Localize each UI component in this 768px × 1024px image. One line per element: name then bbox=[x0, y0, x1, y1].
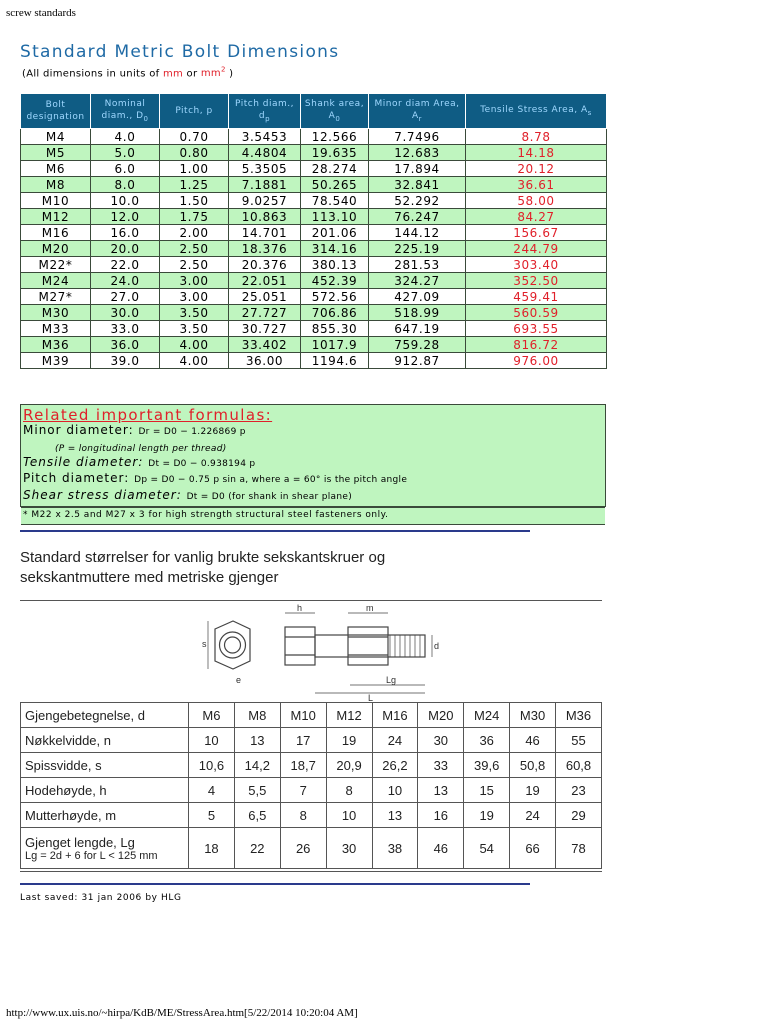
table-cell: 33.0 bbox=[91, 321, 160, 337]
table-row bbox=[21, 321, 607, 337]
table-cell: 14.701 bbox=[229, 225, 301, 241]
table-cell: 32.841 bbox=[369, 177, 466, 193]
table-cell: 13 bbox=[418, 778, 464, 803]
table-cell: 459.41 bbox=[466, 289, 607, 305]
table-cell: 19.635 bbox=[301, 145, 369, 161]
column-header: Nominal diam., $D_0$ bbox=[91, 94, 160, 129]
table-cell: 30 bbox=[326, 828, 372, 869]
table-row bbox=[21, 161, 607, 177]
table-cell: 10.0 bbox=[91, 193, 160, 209]
table-cell: 24 bbox=[372, 728, 418, 753]
table-cell: 8 bbox=[326, 778, 372, 803]
table-cell: 156.67 bbox=[466, 225, 607, 241]
table-row bbox=[21, 241, 607, 257]
table-cell: 144.12 bbox=[369, 225, 466, 241]
table-cell: 46 bbox=[510, 728, 556, 753]
table-cell: 39.0 bbox=[91, 353, 160, 369]
table-header-row bbox=[21, 94, 607, 129]
table-cell: 38 bbox=[372, 828, 418, 869]
bolt-designation-cell: M10 bbox=[21, 193, 91, 209]
divider bbox=[20, 530, 530, 532]
bolt-designation-cell: M12 bbox=[21, 209, 91, 225]
units-note bbox=[22, 66, 233, 79]
table-cell: 3.50 bbox=[160, 321, 229, 337]
table-cell: 912.87 bbox=[369, 353, 466, 369]
table-row bbox=[21, 305, 607, 321]
units-or: or bbox=[183, 68, 201, 80]
bolt-designation-cell: M6 bbox=[21, 161, 91, 177]
table-cell: 30.727 bbox=[229, 321, 301, 337]
table-row bbox=[21, 728, 602, 753]
table-cell: 5.0 bbox=[91, 145, 160, 161]
table-cell: 647.19 bbox=[369, 321, 466, 337]
table-cell: 572.56 bbox=[301, 289, 369, 305]
table-cell: 16.0 bbox=[91, 225, 160, 241]
table-cell: 19 bbox=[464, 803, 510, 828]
units-suffix: ) bbox=[225, 68, 234, 80]
column-header: M30 bbox=[510, 703, 556, 728]
table-cell: 518.99 bbox=[369, 305, 466, 321]
table-cell: 7.7496 bbox=[369, 129, 466, 145]
table-cell: 2.50 bbox=[160, 257, 229, 273]
table-cell: 201.06 bbox=[301, 225, 369, 241]
bolt-designation-cell: M39 bbox=[21, 353, 91, 369]
table-cell: 50.265 bbox=[301, 177, 369, 193]
hex-bolt-nut-icon bbox=[190, 601, 440, 703]
table-cell: 3.5453 bbox=[229, 129, 301, 145]
table-cell: 36.00 bbox=[229, 353, 301, 369]
table-cell: 78.540 bbox=[301, 193, 369, 209]
table-cell: 50,8 bbox=[510, 753, 556, 778]
table-cell: 52.292 bbox=[369, 193, 466, 209]
table-cell: 10 bbox=[189, 728, 235, 753]
row-label: Spissvidde, s bbox=[21, 753, 189, 778]
column-header: Shank area, $A_0$ bbox=[301, 94, 369, 129]
table-cell: 1.25 bbox=[160, 177, 229, 193]
table-cell: 13 bbox=[234, 728, 280, 753]
bolt-designation-cell: M30 bbox=[21, 305, 91, 321]
table-cell: 4.00 bbox=[160, 337, 229, 353]
table-cell: 5 bbox=[189, 803, 235, 828]
column-header: M36 bbox=[556, 703, 602, 728]
footnote-bar bbox=[21, 507, 605, 525]
table-row bbox=[21, 778, 602, 803]
table-cell: 20.0 bbox=[91, 241, 160, 257]
table-cell: 22.0 bbox=[91, 257, 160, 273]
svg-text:h: h bbox=[297, 603, 303, 613]
table-cell: 30 bbox=[418, 728, 464, 753]
bolt-designation-cell: M33 bbox=[21, 321, 91, 337]
table-cell: 29 bbox=[556, 803, 602, 828]
table-cell: 113.10 bbox=[301, 209, 369, 225]
table-cell: 0.70 bbox=[160, 129, 229, 145]
svg-text:L: L bbox=[368, 693, 374, 703]
table-cell: 66 bbox=[510, 828, 556, 869]
table-cell: 18 bbox=[189, 828, 235, 869]
table-cell: 2.50 bbox=[160, 241, 229, 257]
table-row bbox=[21, 177, 607, 193]
table-cell: 20.12 bbox=[466, 161, 607, 177]
table-row bbox=[21, 129, 607, 145]
table-cell: 1.50 bbox=[160, 193, 229, 209]
row-label: Mutterhøyde, m bbox=[21, 803, 189, 828]
svg-text:m: m bbox=[366, 603, 374, 613]
table-cell: 33 bbox=[418, 753, 464, 778]
table-cell: 22 bbox=[234, 828, 280, 869]
row-label: Hodehøyde, h bbox=[21, 778, 189, 803]
table-cell: 12.566 bbox=[301, 129, 369, 145]
table-cell: 22.051 bbox=[229, 273, 301, 289]
pitch-diameter-formula: Pitch diameter: Dp = D0 − 0.75 p sin a, where a = 60° is the pitch angle bbox=[23, 471, 408, 485]
table-row bbox=[21, 145, 607, 161]
table-row bbox=[21, 209, 607, 225]
table-cell: 46 bbox=[418, 828, 464, 869]
table-row bbox=[21, 353, 607, 369]
table-cell: 24 bbox=[510, 803, 556, 828]
table-cell: 759.28 bbox=[369, 337, 466, 353]
table-cell: 36.0 bbox=[91, 337, 160, 353]
table-header-row bbox=[21, 703, 602, 728]
table-cell: 706.86 bbox=[301, 305, 369, 321]
table-cell: 26 bbox=[280, 828, 326, 869]
table-cell: 303.40 bbox=[466, 257, 607, 273]
table-cell: 10.863 bbox=[229, 209, 301, 225]
table-cell: 1017.9 bbox=[301, 337, 369, 353]
tensile-diameter-formula: Tensile diameter: Dt = D0 − 0.938194 p bbox=[23, 455, 256, 469]
table-cell: 60,8 bbox=[556, 753, 602, 778]
bolt-designation-cell: M20 bbox=[21, 241, 91, 257]
table-cell: 23 bbox=[556, 778, 602, 803]
table-cell: 816.72 bbox=[466, 337, 607, 353]
table-cell: 6.0 bbox=[91, 161, 160, 177]
table-cell: 4.4804 bbox=[229, 145, 301, 161]
table-cell: 10,6 bbox=[189, 753, 235, 778]
table-cell: 17 bbox=[280, 728, 326, 753]
table-cell: 14,2 bbox=[234, 753, 280, 778]
table-cell: 1.75 bbox=[160, 209, 229, 225]
table-cell: 3.50 bbox=[160, 305, 229, 321]
table-cell: 8.78 bbox=[466, 129, 607, 145]
table-cell: 352.50 bbox=[466, 273, 607, 289]
table-cell: 33.402 bbox=[229, 337, 301, 353]
svg-text:d: d bbox=[434, 641, 440, 651]
table-cell: 1194.6 bbox=[301, 353, 369, 369]
table-cell: 15 bbox=[464, 778, 510, 803]
table-cell: 12.683 bbox=[369, 145, 466, 161]
table-cell: 12.0 bbox=[91, 209, 160, 225]
column-header: Pitch, p bbox=[160, 94, 229, 129]
column-header: M24 bbox=[464, 703, 510, 728]
svg-text:Lg: Lg bbox=[386, 675, 397, 685]
table-cell: 13 bbox=[372, 803, 418, 828]
table-cell: 20,9 bbox=[326, 753, 372, 778]
table-cell: 36.61 bbox=[466, 177, 607, 193]
table-cell: 5.3505 bbox=[229, 161, 301, 177]
table-cell: 2.00 bbox=[160, 225, 229, 241]
svg-text:e: e bbox=[236, 675, 242, 685]
table-cell: 30.0 bbox=[91, 305, 160, 321]
table-cell: 324.27 bbox=[369, 273, 466, 289]
table-cell: 16 bbox=[418, 803, 464, 828]
table-row bbox=[21, 257, 607, 273]
table-cell: 281.53 bbox=[369, 257, 466, 273]
table-cell: 1.00 bbox=[160, 161, 229, 177]
column-header: Pitch diam., $d_p$ bbox=[229, 94, 301, 129]
table-cell: 452.39 bbox=[301, 273, 369, 289]
last-saved-note: Last saved: 31 jan 2006 by HLG bbox=[20, 893, 182, 903]
table-cell: 8.0 bbox=[91, 177, 160, 193]
table-row bbox=[21, 273, 607, 289]
table-row bbox=[21, 753, 602, 778]
pitch-note: (P = longitudinal length per thread) bbox=[55, 444, 227, 454]
table-cell: 19 bbox=[326, 728, 372, 753]
bolt-designation-cell: M5 bbox=[21, 145, 91, 161]
bolt-designation-cell: M8 bbox=[21, 177, 91, 193]
table-row bbox=[21, 803, 602, 828]
table-cell: 3.00 bbox=[160, 289, 229, 305]
table-row bbox=[21, 337, 607, 353]
table-cell: 58.00 bbox=[466, 193, 607, 209]
table-cell: 380.13 bbox=[301, 257, 369, 273]
table-cell: 27.727 bbox=[229, 305, 301, 321]
table-cell: 976.00 bbox=[466, 353, 607, 369]
table-cell: 19 bbox=[510, 778, 556, 803]
table-row bbox=[21, 828, 602, 869]
table-cell: 18.376 bbox=[229, 241, 301, 257]
table-cell: 25.051 bbox=[229, 289, 301, 305]
bolt-dimensions-table bbox=[20, 93, 607, 369]
table-cell: 560.59 bbox=[466, 305, 607, 321]
table-cell: 20.376 bbox=[229, 257, 301, 273]
unit-mm: mm bbox=[162, 68, 184, 80]
table-cell: 9.0257 bbox=[229, 193, 301, 209]
table-cell: 26,2 bbox=[372, 753, 418, 778]
divider bbox=[20, 883, 530, 885]
table-cell: 3.00 bbox=[160, 273, 229, 289]
table-cell: 14.18 bbox=[466, 145, 607, 161]
footnote-text: * M22 x 2.5 and M27 x 3 for high strength structural steel fasteners only. bbox=[23, 510, 389, 520]
table-cell: 24.0 bbox=[91, 273, 160, 289]
table-cell: 78 bbox=[556, 828, 602, 869]
column-header: M12 bbox=[326, 703, 372, 728]
formulas-title: Related important formulas: bbox=[23, 406, 273, 424]
bolt-designation-cell: M36 bbox=[21, 337, 91, 353]
formulas-box bbox=[20, 404, 606, 520]
table-cell: 54 bbox=[464, 828, 510, 869]
column-header: Bolt designation bbox=[21, 94, 91, 129]
document-title: screw standards bbox=[6, 7, 76, 19]
table-cell: 36 bbox=[464, 728, 510, 753]
table-cell: 4.00 bbox=[160, 353, 229, 369]
table-cell: 7 bbox=[280, 778, 326, 803]
table-cell: 8 bbox=[280, 803, 326, 828]
row-label: Nøkkelvidde, n bbox=[21, 728, 189, 753]
table-cell: 427.09 bbox=[369, 289, 466, 305]
row-label: Gjenget lengde, Lg Lg = 2d + 6 for L < 125 mm bbox=[21, 828, 189, 869]
table-row bbox=[21, 193, 607, 209]
table-cell: 314.16 bbox=[301, 241, 369, 257]
table-cell: 10 bbox=[372, 778, 418, 803]
column-header: M10 bbox=[280, 703, 326, 728]
bolt-designation-cell: M24 bbox=[21, 273, 91, 289]
table-cell: 5,5 bbox=[234, 778, 280, 803]
bolt-designation-cell: M27* bbox=[21, 289, 91, 305]
bolt-designation-cell: M4 bbox=[21, 129, 91, 145]
table-row bbox=[21, 225, 607, 241]
unit-mm2: $mm^2$ bbox=[200, 66, 226, 80]
column-header: M16 bbox=[372, 703, 418, 728]
bolt-designation-cell: M16 bbox=[21, 225, 91, 241]
column-header: Minor diam Area, $A_r$ bbox=[369, 94, 466, 129]
table-cell: 76.247 bbox=[369, 209, 466, 225]
table-cell: 693.55 bbox=[466, 321, 607, 337]
table-row bbox=[21, 289, 607, 305]
table-cell: 7.1881 bbox=[229, 177, 301, 193]
table-cell: 0.80 bbox=[160, 145, 229, 161]
table-cell: 244.79 bbox=[466, 241, 607, 257]
column-header: M6 bbox=[189, 703, 235, 728]
table-cell: 855.30 bbox=[301, 321, 369, 337]
svg-text:s: s bbox=[202, 639, 207, 649]
table-cell: 84.27 bbox=[466, 209, 607, 225]
table-cell: 55 bbox=[556, 728, 602, 753]
norwegian-heading: Standard størrelser for vanlig brukte sekskantskruer og sekskantmuttere med metriske gjenger bbox=[20, 549, 386, 586]
table-cell: 39,6 bbox=[464, 753, 510, 778]
shear-diameter-formula: Shear stress diameter: Dt = D0 (for shank in shear plane) bbox=[23, 488, 353, 502]
column-header: Tensile Stress Area, $A_s$ bbox=[466, 94, 607, 129]
page-title: Standard Metric Bolt Dimensions bbox=[20, 42, 340, 62]
table-cell: 28.274 bbox=[301, 161, 369, 177]
table-cell: 27.0 bbox=[91, 289, 160, 305]
page-url-footer: http://www.ux.uis.no/~hirpa/KdB/ME/StressArea.htm[5/22/2014 10:20:04 AM] bbox=[6, 1007, 358, 1019]
column-header: M8 bbox=[234, 703, 280, 728]
screw-sizes-table bbox=[20, 702, 602, 869]
column-header: M20 bbox=[418, 703, 464, 728]
bolt-designation-cell: M22* bbox=[21, 257, 91, 273]
table-cell: 6,5 bbox=[234, 803, 280, 828]
table-cell: 4 bbox=[189, 778, 235, 803]
table-cell: 4.0 bbox=[91, 129, 160, 145]
units-prefix: (All dimensions in units of bbox=[22, 68, 163, 80]
minor-diameter-formula: Minor diameter: Dr = D0 − 1.226869 p bbox=[23, 423, 246, 437]
row-label: Gjengebetegnelse, d bbox=[21, 703, 189, 728]
table-cell: 10 bbox=[326, 803, 372, 828]
table-cell: 18,7 bbox=[280, 753, 326, 778]
table-cell: 17.894 bbox=[369, 161, 466, 177]
table-cell: 225.19 bbox=[369, 241, 466, 257]
